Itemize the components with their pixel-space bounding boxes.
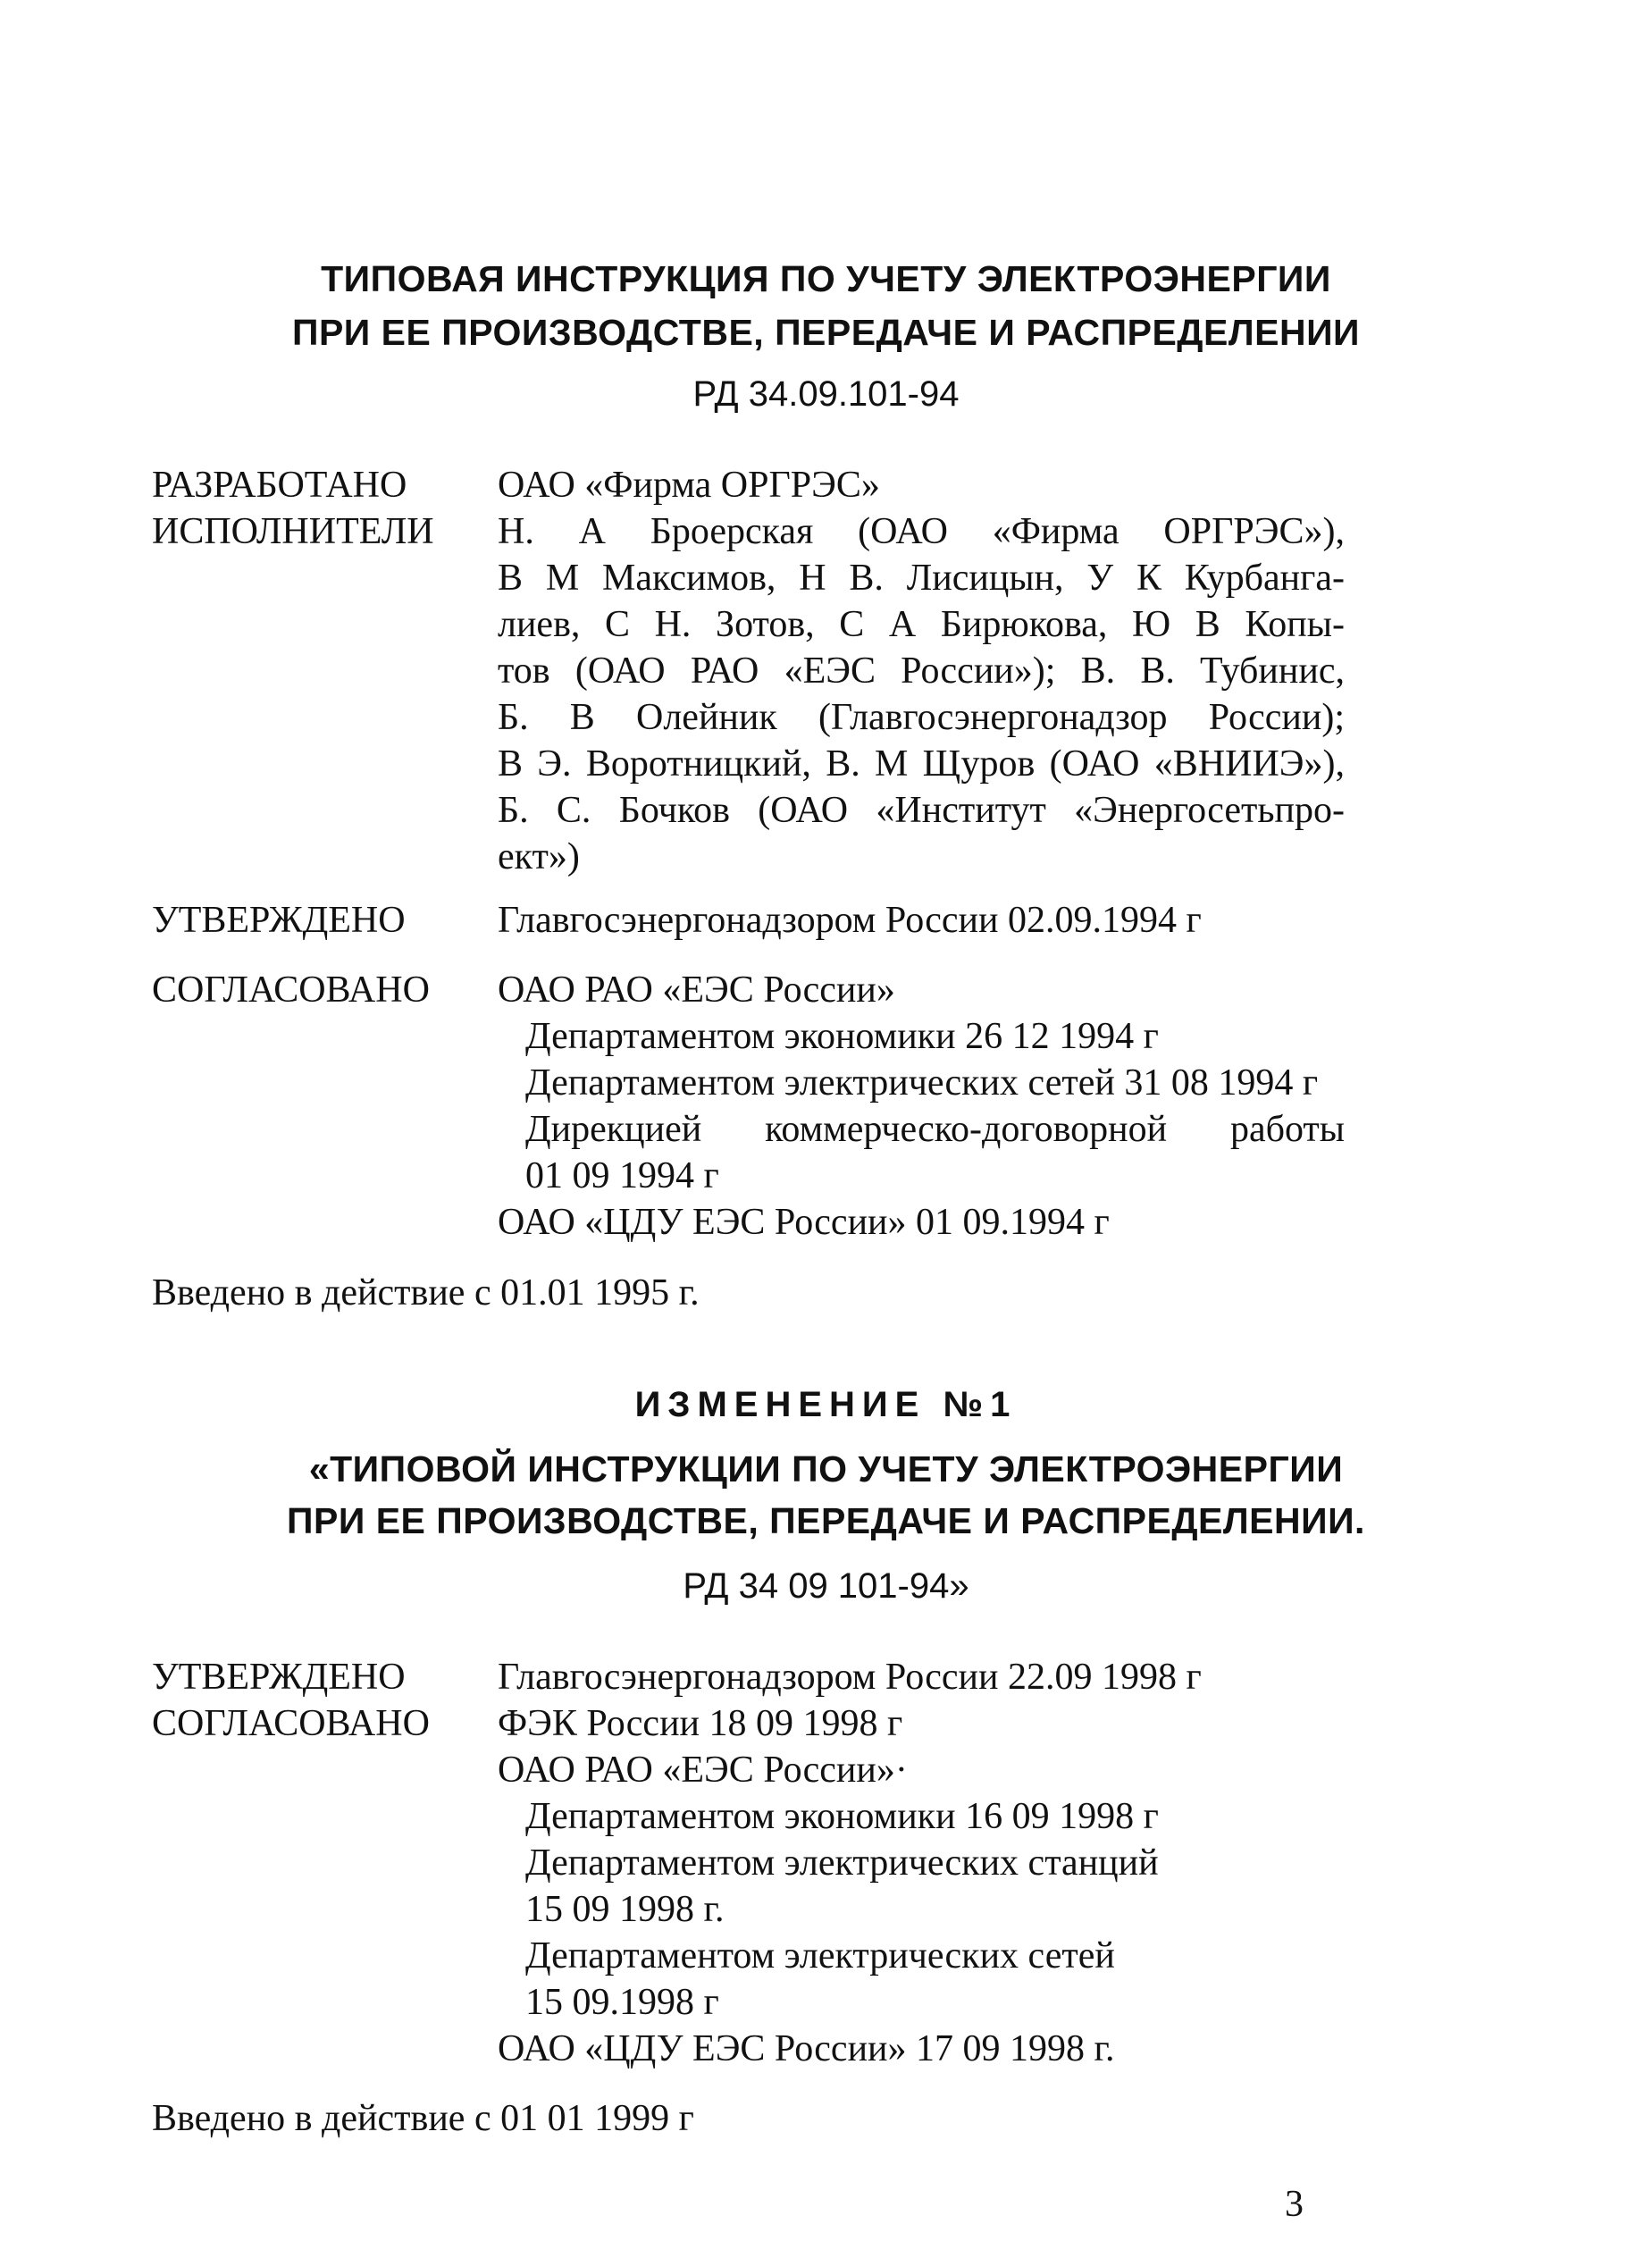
change-agreed-line: 15 09 1998 г. bbox=[525, 1889, 725, 1930]
change-agreed-line: Департаментом электрических сетей bbox=[525, 1935, 1115, 1976]
change-subtitle-line-1: «ТИПОВОЙ ИНСТРУКЦИИ ПО УЧЕТУ ЭЛЕКТРОЭНЕРГИИ bbox=[308, 1448, 1344, 1490]
executors-line: В Э. Воротницкий, В. М Щуров (ОАО «ВНИИЭ»), bbox=[498, 743, 1345, 785]
executors-line: Б. В Олейник (Главгосэнергонадзор России); bbox=[498, 697, 1345, 738]
agreed-line: 01 09 1994 г bbox=[525, 1155, 719, 1196]
agreed-cdu: ОАО «ЦДУ ЕЭС России» 01 09.1994 г bbox=[498, 1202, 1110, 1243]
executors-line: В М Максимов, Н В. Лисицын, У К Курбанга- bbox=[498, 558, 1345, 599]
agreed-label: СОГЛАСОВАНО bbox=[152, 969, 430, 1011]
change-title: ИЗМЕНЕНИЕ №1 bbox=[634, 1385, 1018, 1424]
page-number: 3 bbox=[1285, 2184, 1304, 2225]
change-agreed-label: СОГЛАСОВАНО bbox=[152, 1703, 430, 1744]
executors-line: тов (ОАО РАО «ЕЭС России»); В. В. Тубинис, bbox=[498, 650, 1345, 692]
change-approved-label: УТВЕРЖДЕНО bbox=[152, 1657, 406, 1698]
change-agreed-fek: ФЭК России 18 09 1998 г bbox=[498, 1703, 903, 1744]
title-line-2: ПРИ ЕЕ ПРОИЗВОДСТВЕ, ПЕРЕДАЧЕ И РАСПРЕДЕЛЕНИИ bbox=[291, 312, 1361, 353]
executors-line: ект») bbox=[498, 836, 580, 877]
change-agreed-line: Департаментом электрических станций bbox=[525, 1842, 1159, 1884]
change-agreed-cdu: ОАО «ЦДУ ЕЭС России» 17 09 1998 г. bbox=[498, 2028, 1115, 2069]
executors-line: Б. С. Бочков (ОАО «Институт «Энергосетьпро- bbox=[498, 790, 1345, 831]
document-code: РД 34.09.101-94 bbox=[692, 374, 960, 414]
effective-date: Введено в действие с 01.01 1995 г. bbox=[152, 1272, 700, 1313]
agreed-line: Департаментом электрических сетей 31 08 1994 г bbox=[525, 1062, 1319, 1104]
agreed-org: ОАО РАО «ЕЭС России» bbox=[498, 969, 895, 1011]
change-agreed-org: ОАО РАО «ЕЭС России»· bbox=[498, 1750, 908, 1791]
change-effective-date: Введено в действие с 01 01 1999 г bbox=[152, 2098, 694, 2139]
executors-label: ИСПОЛНИТЕЛИ bbox=[152, 511, 434, 552]
approved-value: Главгосэнергонадзором России 02.09.1994 г bbox=[498, 900, 1202, 941]
developed-label: РАЗРАБОТАНО bbox=[152, 465, 407, 506]
change-code: РД 34 09 101-94» bbox=[683, 1566, 969, 1606]
change-agreed-line: Департаментом экономики 16 09 1998 г bbox=[525, 1796, 1159, 1837]
change-subtitle-line-2: ПРИ ЕЕ ПРОИЗВОДСТВЕ, ПЕРЕДАЧЕ И РАСПРЕДЕЛЕНИИ. bbox=[287, 1500, 1365, 1541]
title-line-1: ТИПОВАЯ ИНСТРУКЦИЯ ПО УЧЕТУ ЭЛЕКТРОЭНЕРГИИ bbox=[321, 258, 1331, 299]
executors-line: Н. А Броерская (ОАО «Фирма ОРГРЭС»), bbox=[498, 511, 1345, 552]
agreed-line: Дирекцией коммерческо-договорной работы bbox=[525, 1109, 1345, 1150]
developed-value: ОАО «Фирма ОРГРЭС» bbox=[498, 465, 880, 506]
change-approved-value: Главгосэнергонадзором России 22.09 1998 г bbox=[498, 1657, 1202, 1698]
change-agreed-line: 15 09.1998 г bbox=[525, 1982, 719, 2023]
executors-line: лиев, С Н. Зотов, С А Бирюкова, Ю В Копы- bbox=[498, 604, 1345, 645]
approved-label: УТВЕРЖДЕНО bbox=[152, 900, 406, 941]
agreed-line: Департаментом экономики 26 12 1994 г bbox=[525, 1016, 1159, 1057]
